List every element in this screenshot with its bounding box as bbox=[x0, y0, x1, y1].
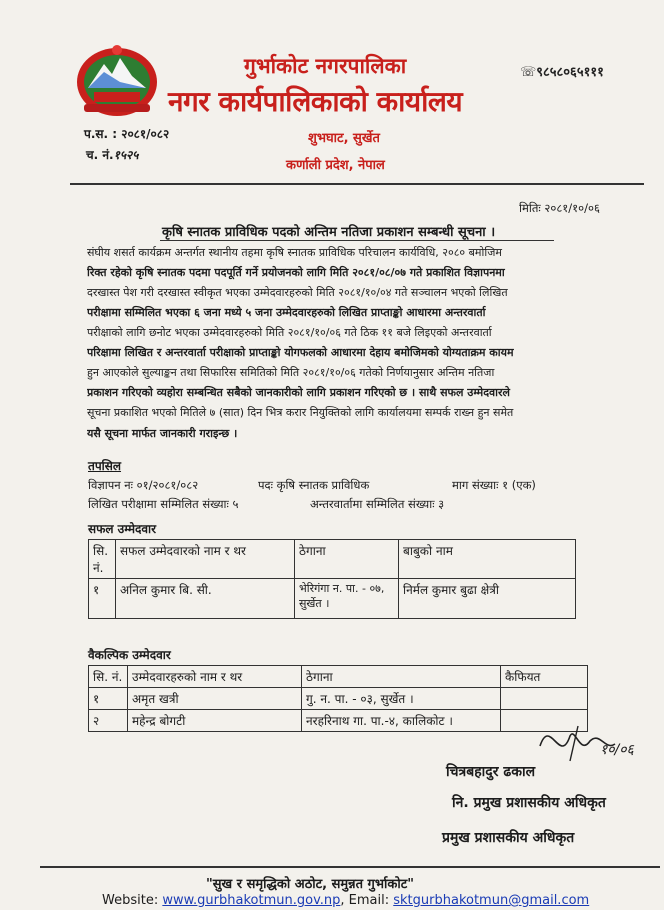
col-sn: सि. नं. bbox=[89, 540, 116, 579]
col-father: बाबुको नाम bbox=[399, 540, 576, 579]
successful-candidate-label: सफल उम्मेदवार bbox=[88, 522, 157, 536]
chalani-label: च. नं. bbox=[86, 148, 114, 162]
post-name: पदः कृषि स्नातक प्राविधिक bbox=[258, 478, 370, 492]
municipality-name: गुर्भाकोट नगरपालिका bbox=[244, 54, 407, 78]
demand-count: माग संख्याः १ (एक) bbox=[452, 478, 536, 492]
website-label: Website: bbox=[102, 893, 163, 908]
body-line: सूचना प्रकाशित भएको मितिले ७ (सात) दिन भित्र करार नियुक्तिको लागि कार्यालयमा सम्पर्क राख्न हुन समेत bbox=[87, 406, 514, 419]
patra-sankhya: प.स. : २०८१/०८२ bbox=[84, 127, 170, 141]
body-line: परीक्षामा सम्मिलित भएका ६ जना मध्ये ५ जना उम्मेदवारहरुको लिखित प्राप्ताङ्को आधारमा अन्तरवार्ता bbox=[87, 306, 486, 319]
office-name: नगर कार्यपालिकाको कार्यालय bbox=[168, 85, 463, 118]
signature-date: १०/०६ bbox=[600, 742, 634, 758]
handwritten-signature-icon bbox=[530, 706, 660, 786]
notice-date: मितिः २०८१/१०/०६ bbox=[519, 201, 600, 215]
signatory-name: चित्रबहादुर ढकाल bbox=[446, 764, 536, 780]
alternate-candidate-table bbox=[88, 665, 588, 732]
written-exam-count: लिखित परीक्षामा सम्मिलित संख्याः ५ bbox=[88, 497, 239, 511]
cell-address: गु. न. पा. - ०३, सुर्खेत । bbox=[302, 688, 501, 710]
cell-father: निर्मल कुमार बुढा क्षेत्री bbox=[399, 579, 576, 619]
cell-sn: १ bbox=[89, 579, 116, 619]
tapasil-label: तपसिल bbox=[88, 459, 122, 473]
body-line: हुन आएकोले सुल्याङ्कन तथा सिफारिस समितिको मिति २०८१/१०/०६ गतेको निर्णयानुसार अन्तिम नतिजा bbox=[87, 366, 495, 379]
table-header-row bbox=[89, 666, 588, 688]
table-row bbox=[89, 688, 588, 710]
cell-sn: २ bbox=[89, 710, 128, 732]
col-name: उम्मेदवारहरुको नाम र थर bbox=[128, 666, 302, 688]
notice-title: कृषि स्नातक प्राविधिक पदको अन्तिम नतिजा प्रकाशन सम्बन्धी सूचना । bbox=[162, 225, 496, 240]
office-province: कर्णाली प्रदेश, नेपाल bbox=[286, 158, 385, 173]
website-link[interactable]: www.gurbhakotmun.gov.np bbox=[162, 893, 341, 908]
signatory-stamp-post: प्रमुख प्रशासकीय अधिकृत bbox=[442, 830, 575, 846]
alternate-candidate-label: वैकल्पिक उम्मेदवार bbox=[88, 648, 171, 662]
table-row bbox=[89, 579, 576, 619]
cell-name: महेन्द्र बोगटी bbox=[128, 710, 302, 732]
footer-contact bbox=[102, 893, 589, 908]
body-line: परीक्षाको लागि छनोट भएका उम्मेदवारहरुको मिति २०८१/१०/०६ गते ठिक ११ बजे लिइएको अन्तरवार्ता bbox=[87, 326, 492, 339]
header-divider bbox=[70, 183, 644, 185]
nepal-emblem-icon bbox=[74, 42, 160, 118]
table-row bbox=[89, 710, 588, 732]
table-header-row bbox=[89, 540, 576, 579]
successful-candidate-table bbox=[88, 539, 576, 619]
office-location: शुभघाट, सुर्खेत bbox=[308, 131, 380, 146]
body-line: संघीय शसर्त कार्यक्रम अन्तर्गत स्थानीय तहमा कृषि स्नातक प्राविधिक परिचालन कार्यविधि, २०८० बमोजिम bbox=[87, 246, 502, 259]
interview-count: अन्तरवार्तामा सम्मिलित संख्याः ३ bbox=[310, 497, 445, 511]
col-remark: कैफियत bbox=[501, 666, 588, 688]
col-name: सफल उम्मेदवारको नाम र थर bbox=[116, 540, 295, 579]
chalani-number bbox=[86, 146, 139, 163]
footer-motto: "सुख र समृद्धिको अठोट, समुन्नत गुर्भाकोट" bbox=[206, 877, 415, 892]
phone-number: ☏९८५८०६५१११ bbox=[520, 65, 604, 80]
email-link[interactable]: sktgurbhakotmun@gmail.com bbox=[393, 893, 590, 908]
vigyapan-number: विज्ञापन नः ०१/२०८१/०८२ bbox=[88, 478, 199, 492]
body-line: परिक्षामा लिखित र अन्तरवार्ता परीक्षाको प्राप्ताङ्को योगफलको आधारमा देहाय बमोजिमको योग्यताक्रम कायम bbox=[87, 346, 514, 359]
chalani-value: १५२५ bbox=[113, 148, 139, 162]
signatory-post: नि. प्रमुख प्रशासकीय अधिकृत bbox=[452, 795, 606, 811]
col-address: ठेगाना bbox=[295, 540, 399, 579]
col-sn: सि. नं. bbox=[89, 666, 128, 688]
cell-sn: १ bbox=[89, 688, 128, 710]
footer-divider bbox=[40, 866, 660, 868]
cell-address: नरहरिनाथ गा. पा.-४, कालिकोट । bbox=[302, 710, 501, 732]
cell-name: अनिल कुमार बि. सी. bbox=[116, 579, 295, 619]
body-line: प्रकाशन गरिएको व्यहोरा सम्बन्धित सबैको जानकारीको लागि प्रकाशन गरिएको छ । साथै सफल उम्मेदवारले bbox=[87, 386, 510, 399]
body-line: दरखास्त पेश गरी दरखास्त स्वीकृत भएका उम्मेदवारहरुको मिति २०८१/१०/०४ गते सञ्चालन भएको लिखित bbox=[87, 286, 508, 299]
col-address: ठेगाना bbox=[302, 666, 501, 688]
cell-address: भेरिगंगा न. पा. - ०७, सुर्खेत । bbox=[295, 579, 399, 619]
body-line: यसै सूचना मार्फत जानकारी गराइन्छ । bbox=[87, 427, 238, 440]
title-underline bbox=[160, 240, 554, 241]
body-line: रिक्त रहेको कृषि स्नातक पदमा पदपूर्ति गर्ने प्रयोजनको लागि मिति २०८१/०८/०७ गते प्रकाशित विज्ञापनमा bbox=[87, 266, 505, 279]
cell-name: अमृत खत्री bbox=[128, 688, 302, 710]
email-label: , Email: bbox=[340, 893, 394, 908]
